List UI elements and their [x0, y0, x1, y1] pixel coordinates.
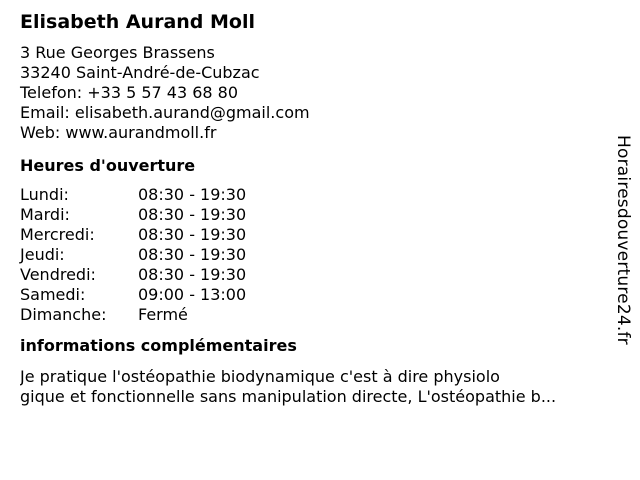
- phone-line: Telefon: +33 5 57 43 68 80: [20, 83, 239, 102]
- hours-heading: Heures d'ouverture: [20, 156, 196, 175]
- hours-day: Vendredi:: [20, 265, 96, 284]
- hours-row-friday: [20, 265, 605, 285]
- hours-time: 09:00 - 13:00: [138, 285, 247, 304]
- site-brand-vertical: Horairesdouverture24.fr: [613, 135, 633, 345]
- info-line-2: gique et fonctionnelle sans manipulation directe, L'ostéopathie b...: [20, 387, 557, 406]
- hours-day: Lundi:: [20, 185, 69, 204]
- hours-time: 08:30 - 19:30: [138, 185, 247, 204]
- hours-row-monday: [20, 185, 605, 205]
- hours-time: 08:30 - 19:30: [138, 205, 247, 224]
- hours-table: [20, 185, 605, 325]
- hours-time: Fermé: [138, 305, 188, 324]
- hours-row-thursday: [20, 245, 605, 265]
- address-street: 3 Rue Georges Brassens: [20, 43, 215, 62]
- hours-day: Dimanche:: [20, 305, 107, 324]
- hours-day: Samedi:: [20, 285, 86, 304]
- info-heading: informations complémentaires: [20, 336, 297, 355]
- hours-day: Jeudi:: [20, 245, 65, 264]
- hours-row-sunday: [20, 305, 605, 325]
- hours-row-wednesday: [20, 225, 605, 245]
- hours-day: Mercredi:: [20, 225, 95, 244]
- hours-day: Mardi:: [20, 205, 70, 224]
- hours-time: 08:30 - 19:30: [138, 265, 247, 284]
- address-city: 33240 Saint-André-de-Cubzac: [20, 63, 260, 82]
- hours-row-tuesday: [20, 205, 605, 225]
- hours-row-saturday: [20, 285, 605, 305]
- hours-time: 08:30 - 19:30: [138, 245, 247, 264]
- business-name: Elisabeth Aurand Moll: [20, 11, 255, 33]
- info-description: [20, 367, 605, 407]
- business-card: [20, 10, 605, 407]
- hours-time: 08:30 - 19:30: [138, 225, 247, 244]
- info-line-1: Je pratique l'ostéopathie biodynamique c'est à dire physiolo: [20, 367, 500, 386]
- web-line: Web: www.aurandmoll.fr: [20, 123, 217, 142]
- email-line: Email: elisabeth.aurand@gmail.com: [20, 103, 310, 122]
- address-block: [20, 43, 605, 143]
